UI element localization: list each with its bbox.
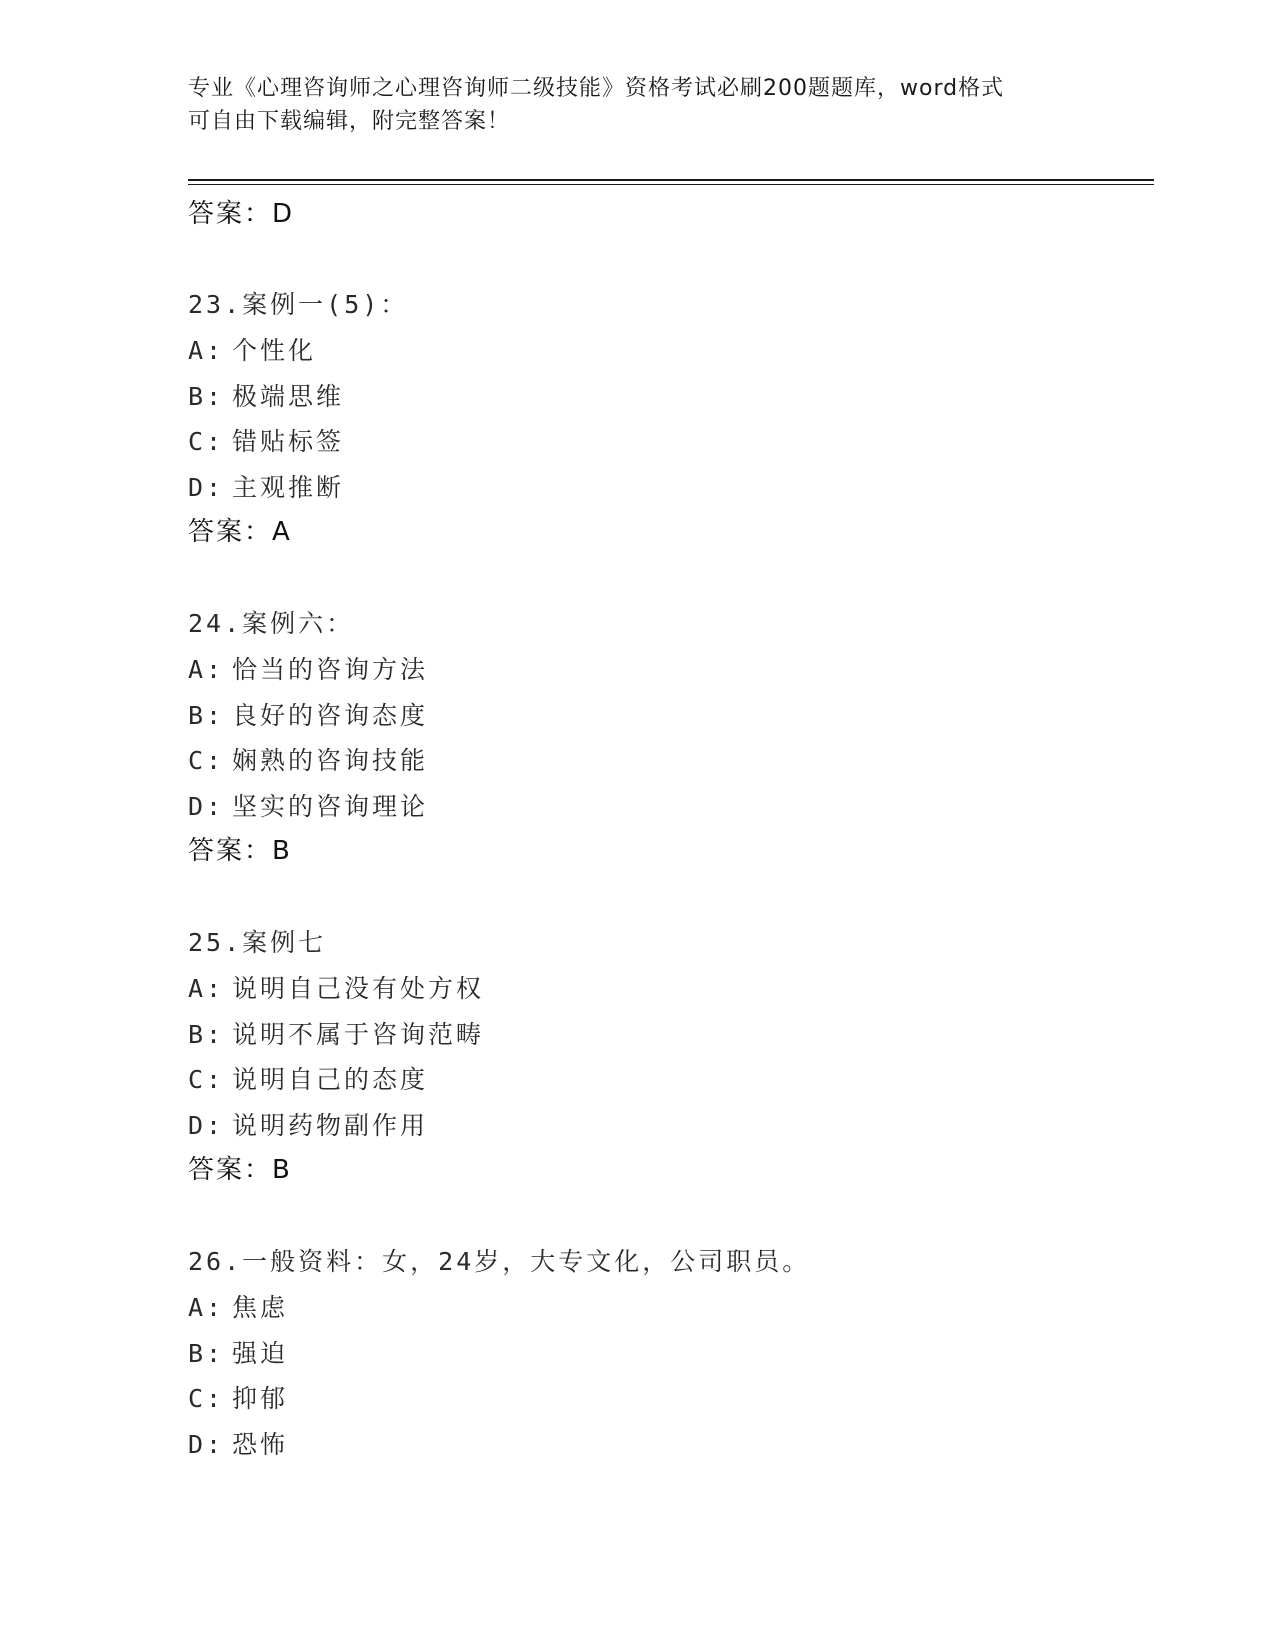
document-header [188, 72, 1088, 138]
option-c: C: 抑郁 [188, 1384, 289, 1413]
option-d: D: 坚实的咨询理论 [188, 791, 429, 821]
question-block [188, 920, 1148, 1193]
header-line-2: 可自由下载编辑，附完整答案！ [188, 109, 511, 134]
option-a: A: 说明自己没有处方权 [188, 974, 485, 1003]
question-title: 25.案例七 [188, 928, 327, 957]
option-a: A: 焦虑 [188, 1293, 289, 1322]
header-divider-thick [188, 179, 1154, 181]
option-b: B: 说明不属于咨询范畴 [188, 1019, 485, 1049]
option-b: B: 强迫 [188, 1338, 289, 1368]
option-d: D: 主观推断 [188, 472, 345, 502]
option-d: D: 恐怖 [188, 1429, 289, 1459]
header-divider-thin [188, 184, 1154, 185]
option-b: B: 良好的咨询态度 [188, 700, 429, 730]
answer-line: 答案：B [188, 1155, 292, 1185]
header-line-1: 专业《心理咨询师之心理咨询师二级技能》资格考试必刷200题题库，word格式 [188, 76, 1005, 101]
question-block [188, 282, 1148, 555]
answer-line: 答案：B [188, 836, 292, 866]
option-b: B: 极端思维 [188, 381, 345, 411]
answer-line: 答案：A [188, 517, 292, 547]
option-a: A: 恰当的咨询方法 [188, 655, 429, 684]
question-block [188, 1239, 1148, 1467]
option-c: C: 错贴标签 [188, 427, 345, 456]
option-c: C: 娴熟的咨询技能 [188, 746, 429, 775]
option-a: A: 个性化 [188, 336, 317, 365]
option-d: D: 说明药物副作用 [188, 1110, 429, 1140]
question-title: 23.案例一(5)： [188, 290, 409, 319]
previous-answer: 答案：D [188, 199, 295, 229]
option-c: C: 说明自己的态度 [188, 1065, 429, 1094]
question-title: 26.一般资料：女，24岁，大专文化，公司职员。 [188, 1247, 811, 1276]
question-list [188, 192, 1148, 1467]
question-block [188, 601, 1148, 874]
question-title: 24.案例六： [188, 609, 355, 638]
